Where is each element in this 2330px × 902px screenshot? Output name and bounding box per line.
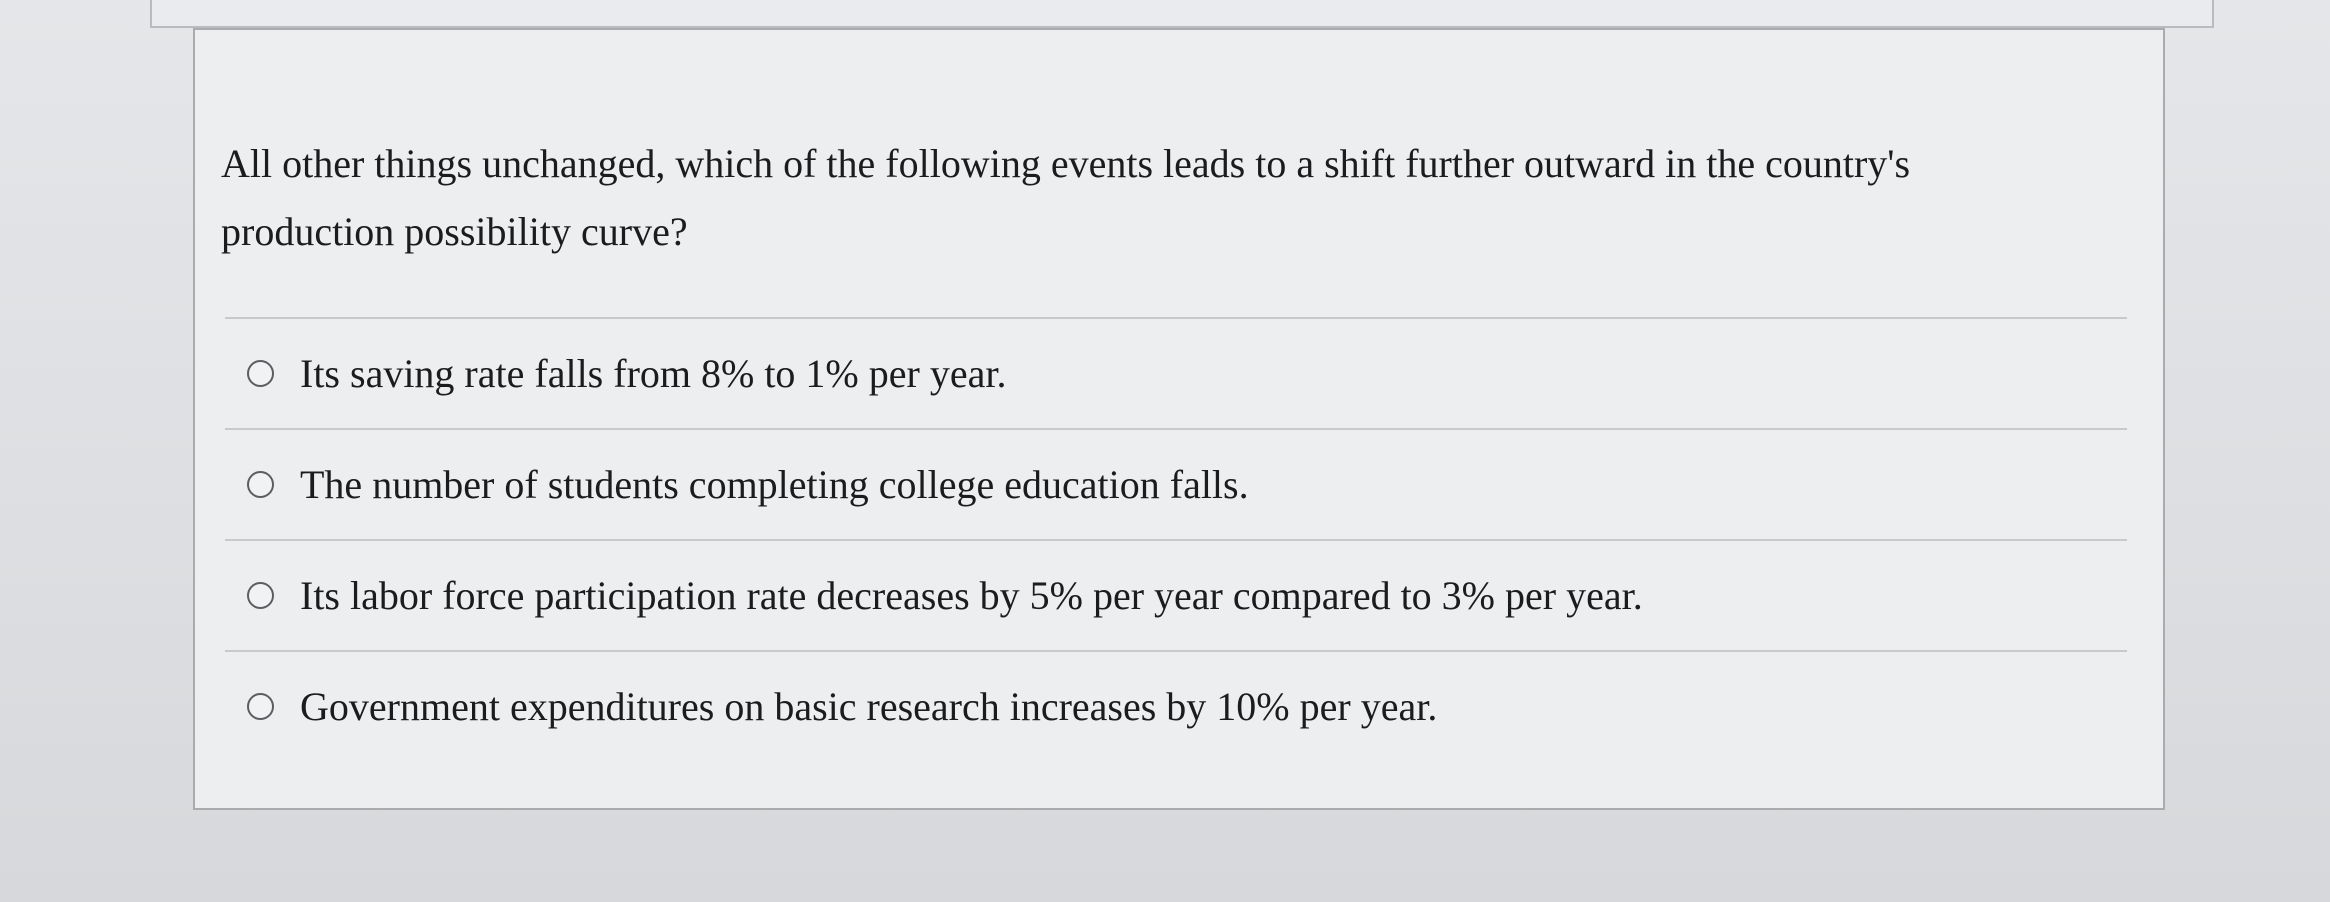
answer-option-4[interactable] [225, 650, 2127, 761]
answer-option-2[interactable] [225, 428, 2127, 539]
radio-button-icon[interactable] [247, 693, 274, 720]
question-card [193, 28, 2165, 810]
answer-option-label[interactable]: Government expenditures on basic research increases by 10% per year. [300, 683, 1438, 729]
answer-option-label[interactable]: Its labor force participation rate decreases by 5% per year compared to 3% per year. [300, 572, 1643, 618]
answer-options [225, 317, 2127, 761]
question-text: All other things unchanged, which of the following events leads to a shift further outward in the country's production possibility curve? [221, 141, 1911, 254]
answer-option-1[interactable] [225, 317, 2127, 428]
answer-option-3[interactable] [225, 539, 2127, 650]
answer-option-label[interactable]: Its saving rate falls from 8% to 1% per year. [300, 350, 1007, 396]
radio-button-icon[interactable] [247, 360, 274, 387]
previous-question-frame [150, 0, 2214, 28]
radio-button-icon[interactable] [247, 582, 274, 609]
radio-button-icon[interactable] [247, 471, 274, 498]
answer-option-label[interactable]: The number of students completing college education falls. [300, 461, 1249, 507]
